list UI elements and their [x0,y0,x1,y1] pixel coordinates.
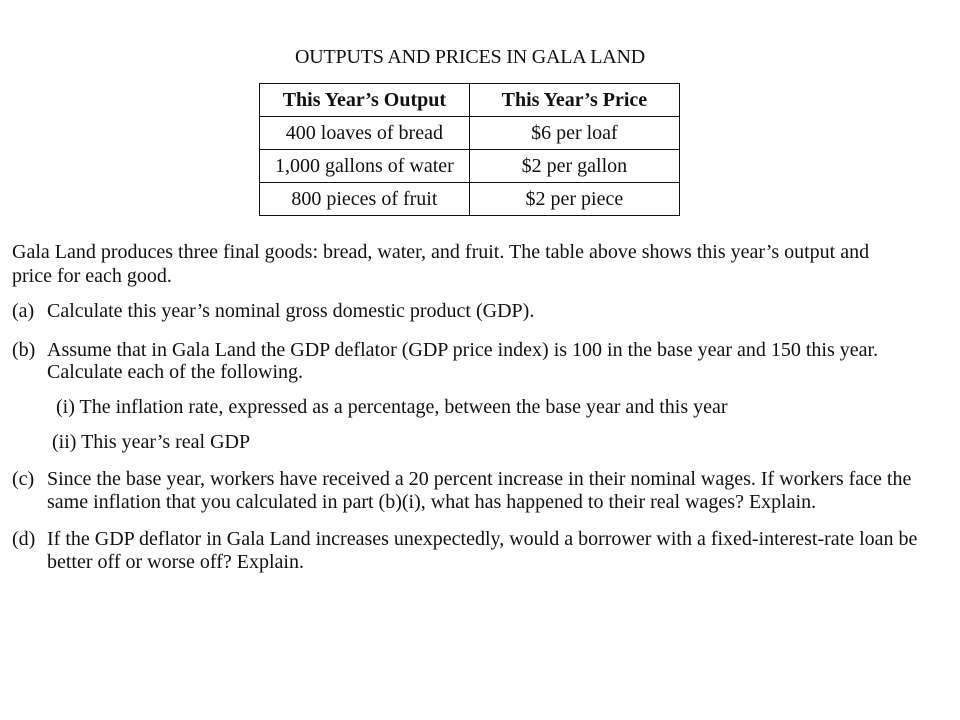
cell-output: 400 loaves of bread [260,117,470,150]
question-a-text: Calculate this year’s nominal gross domestic product (GDP). [47,300,535,322]
table-row [260,183,680,216]
cell-price: $6 per loaf [469,117,679,150]
question-c-label: (c) [12,468,35,490]
intro-line-2: price for each good. [12,265,172,287]
header-output: This Year’s Output [260,84,470,117]
question-d-line-1: If the GDP deflator in Gala Land increases unexpectedly, would a borrower with a fixed-interest-rate loan be [47,528,918,550]
cell-output: 1,000 gallons of water [260,150,470,183]
table-row [260,117,680,150]
question-b-line-1: Assume that in Gala Land the GDP deflator (GDP price index) is 100 in the base year and 150 this year. [47,339,879,361]
question-a-label: (a) [12,300,35,322]
cell-price: $2 per gallon [469,150,679,183]
table-row [260,150,680,183]
question-d-label: (d) [12,528,36,550]
question-b-sub-ii: (ii) This year’s real GDP [52,431,251,453]
outputs-prices-table [259,83,680,216]
header-price: This Year’s Price [469,84,679,117]
question-b-sub-i: (i) The inflation rate, expressed as a percentage, between the base year and this year [56,396,728,418]
question-c-line-1: Since the base year, workers have received a 20 percent increase in their nominal wages. If workers face the [47,468,912,490]
question-b-line-2: Calculate each of the following. [47,361,304,383]
cell-price: $2 per piece [469,183,679,216]
question-b-label: (b) [12,339,36,361]
table-header-row [260,84,680,117]
table-title: OUTPUTS AND PRICES IN GALA LAND [295,46,645,68]
question-c-line-2: same inflation that you calculated in part (b)(i), what has happened to their real wages? Explain. [47,491,817,513]
intro-line-1: Gala Land produces three final goods: bread, water, and fruit. The table above shows this year’s output and [12,241,870,263]
question-d-line-2: better off or worse off? Explain. [47,551,304,573]
cell-output: 800 pieces of fruit [260,183,470,216]
